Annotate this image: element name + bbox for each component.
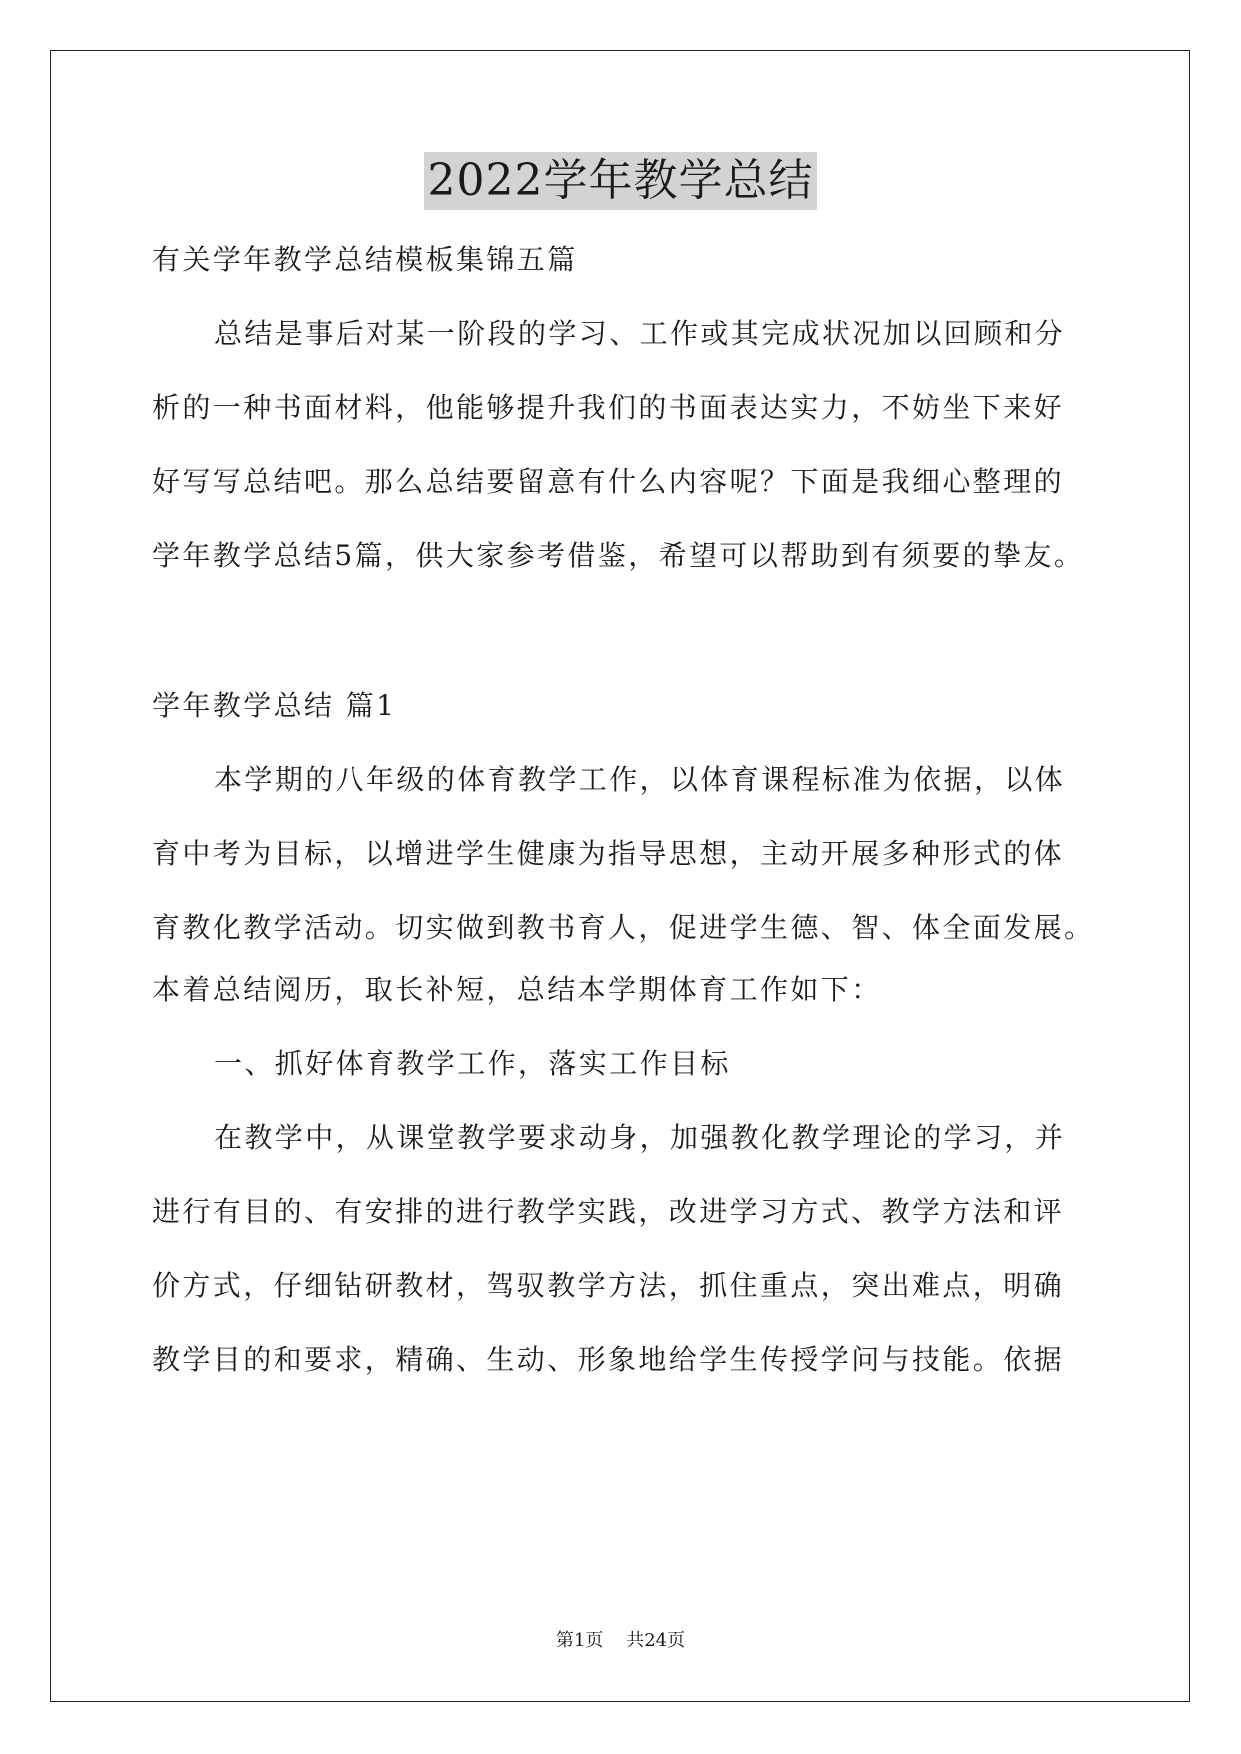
document-title [0, 152, 1241, 210]
para1-line-1: 本学期的八年级的体育教学工作，以体育课程标准为依据，以体 [214, 763, 1066, 796]
intro-line-2: 析的一种书面材料，他能够提升我们的书面表达实力，不妨坐下来好 [152, 391, 1065, 424]
para2-line-2: 进行有目的、有安排的进行教学实践，改进学习方式、教学方法和评 [152, 1195, 1065, 1228]
para1-line-3: 育教化教学活动。切实做到教书育人，促进学生德、智、体全面发展。 [152, 911, 1095, 944]
intro-line-3: 好写写总结吧。那么总结要留意有什么内容呢？下面是我细心整理的 [152, 465, 1065, 498]
subheading-1: 一、抓好体育教学工作，落实工作目标 [214, 1047, 731, 1080]
para1-line-2: 育中考为目标，以增进学生健康为指导思想，主动开展多种形式的体 [152, 837, 1065, 870]
intro-line-1: 总结是事后对某一阶段的学习、工作或其完成状况加以回顾和分 [214, 317, 1066, 350]
para2-line-3: 价方式，仔细钻研教材，驾驭教学方法，抓住重点，突出难点，明确 [152, 1269, 1065, 1302]
document-subtitle: 有关学年教学总结模板集锦五篇 [152, 243, 578, 276]
page-footer [0, 1629, 1241, 1653]
para2-line-1: 在教学中，从课堂教学要求动身，加强教化教学理论的学习，并 [214, 1121, 1066, 1154]
document-title-text: 2022学年教学总结 [424, 152, 818, 210]
page-border [50, 50, 1190, 1702]
para2-line-4: 教学目的和要求，精确、生动、形象地给学生传授学问与技能。依据 [152, 1343, 1065, 1376]
page-number-label: 第1页 共24页 [555, 1630, 686, 1651]
section-heading: 学年教学总结 篇1 [152, 689, 397, 722]
intro-line-4: 学年教学总结5篇，供大家参考借鉴，希望可以帮助到有须要的挚友。 [152, 539, 1085, 572]
para1-line-4: 本着总结阅历，取长补短，总结本学期体育工作如下： [152, 973, 882, 1006]
